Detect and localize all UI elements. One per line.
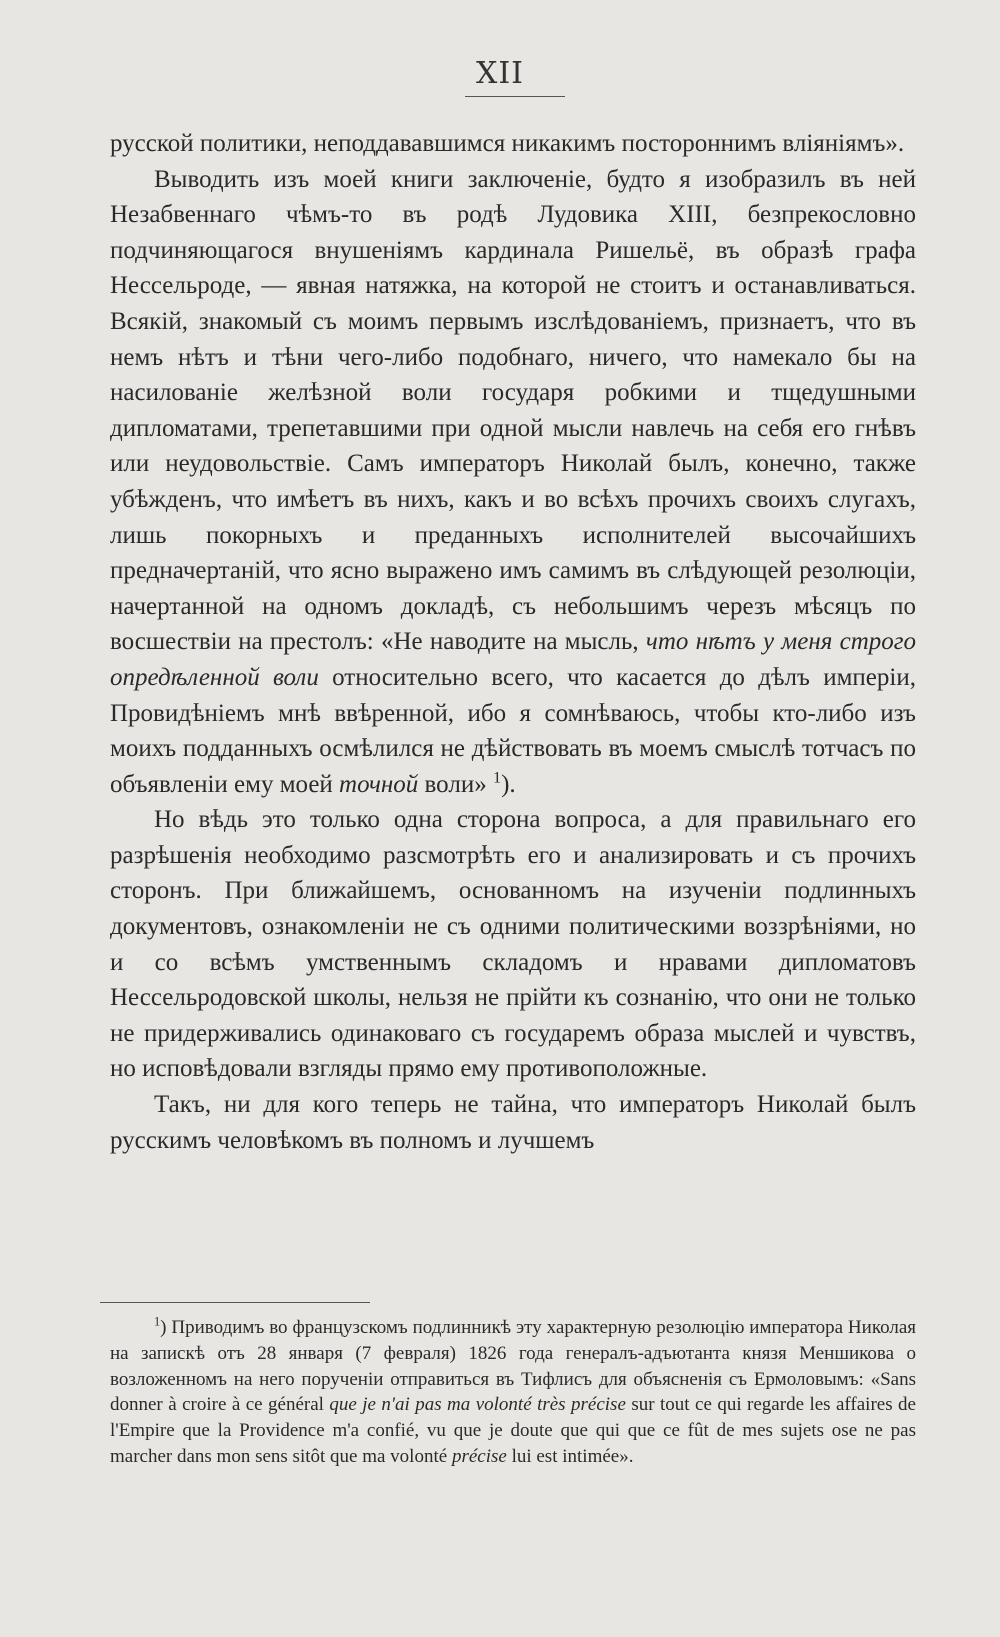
paragraph bbox=[110, 1087, 916, 1158]
italic-text: que je n'ai pas ma volonté très précise bbox=[329, 1394, 626, 1416]
italic-text: точной bbox=[339, 770, 419, 798]
text-run: Но вѣдь это только одна сторона вопроса, а для правильнаго его разрѣшенія необходимо разсмотрѣть его и анализировать и съ прочихъ сторонъ. При ближайшемъ, основанномъ на изученіи подлинныхъ документовъ, ознакомленіи не съ одними политическими воззрѣніями, но и со всѣмъ умственнымъ складомъ и нравами дипломатовъ Нессельродовской школы, нельзя не прійти къ сознанію, что они не только не придерживались одинаковаго съ государемъ образа мыслей и чувствъ, но исповѣдовали взгляды прямо ему противоположные. bbox=[110, 806, 916, 1083]
footnote bbox=[110, 1315, 916, 1470]
text-run: ) Приводимъ во французскомъ подлинникѣ эту характерную резолюцію императора Николая на запискѣ отъ 28 января (7 февраля) 1826 года генералъ-адъютанта князя Меншикова о возложенномъ на него порученіи отправиться въ Тифлисъ для объясненія съ Ермоловымъ: «Sans donner à croire à ce général bbox=[110, 1317, 916, 1416]
footnote-paragraph bbox=[110, 1315, 916, 1470]
paragraph bbox=[110, 126, 916, 162]
page-number: XII bbox=[475, 56, 525, 91]
footnote-marker: 1 bbox=[492, 768, 502, 787]
text-run: sur tout ce qui regarde les affaires de l'Empire que la Providence m'a confié, vu que je doute que qui que ce fût de mes sujets ose ne pas marcher dans mon sens sitôt que ma volonté bbox=[110, 1394, 916, 1467]
text-run: относительно всего, что касается до дѣлъ имперіи, Провидѣніемъ мнѣ ввѣренной, ибо я сомнѣваюсь, чтобы кто-либо изъ моихъ подданныхъ осмѣлился не дѣйствовать въ моемъ смыслѣ тотчасъ по объявленіи ему моей bbox=[110, 663, 916, 798]
paragraph bbox=[110, 802, 916, 1087]
paragraph bbox=[110, 162, 916, 803]
header-rule bbox=[465, 96, 565, 97]
text-run: lui est intimée». bbox=[506, 1445, 634, 1467]
text-run: Выводить изъ моей книги заключеніе, будто я изобразилъ въ ней Незабвеннаго чѣмъ-то въ родѣ Лудовика XIII, безпрекословно подчиняющагося внушеніямъ кардинала Ришельё, въ образѣ графа Нессельроде, — явная натяжка, на которой не стоитъ и останавливаться. Всякій, знакомый съ моимъ первымъ изслѣдованіемъ, признаетъ, что въ немъ нѣтъ и тѣни чего-либо подобнаго, ничего, что намекало бы на насилованіе желѣзной воли государя робкими и тщедушными дипломатами, трепетавшими при одной мысли навлечь на себя его гнѣвъ или неудовольствіе. Самъ императоръ Николай былъ, конечно, также убѣжденъ, что имѣетъ въ нихъ, какъ и во всѣхъ прочихъ своихъ слугахъ, лишь покорныхъ и преданныхъ исполнителей высочайшихъ предначертаній, что ясно выражено имъ самимъ въ слѣдующей резолюціи, начертанной на одномъ докладѣ, съ небольшимъ черезъ мѣсяцъ по восшествіи на престолъ: «Не наводите на мысль, bbox=[110, 165, 916, 656]
main-text bbox=[110, 126, 916, 1158]
footnote-separator bbox=[100, 1302, 370, 1303]
text-run: воли» bbox=[418, 770, 493, 798]
italic-text: что нѣтъ у меня строго опредѣленной воли bbox=[110, 628, 916, 691]
italic-text: précise bbox=[451, 1445, 507, 1467]
text-run: ). bbox=[501, 770, 516, 798]
text-run: русской политики, неподдававшимся никакимъ постороннимъ вліяніямъ». bbox=[110, 130, 905, 157]
footnote-marker: 1 bbox=[154, 1314, 161, 1329]
text-run: Такъ, ни для кого теперь не тайна, что императоръ Николай былъ русскимъ человѣкомъ въ полномъ и лучшемъ bbox=[110, 1091, 916, 1154]
